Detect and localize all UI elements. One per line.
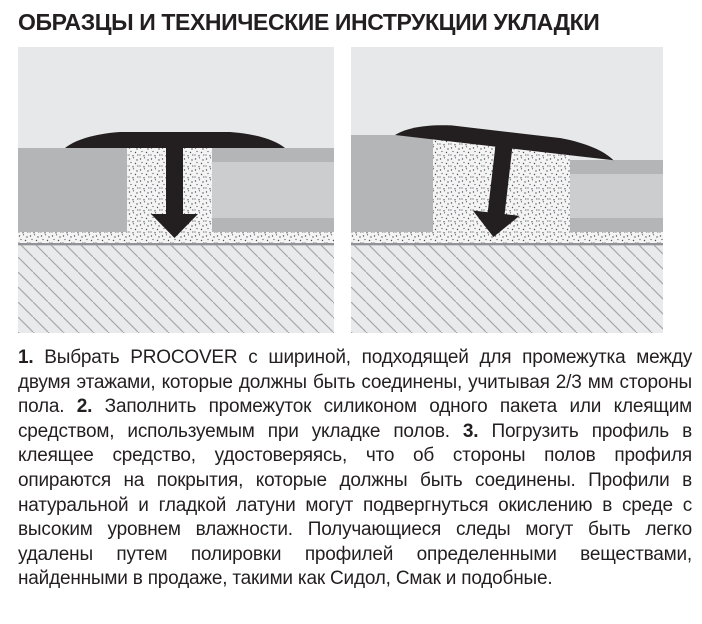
diagram-level-floors <box>18 47 334 333</box>
diagram-panels <box>18 47 688 333</box>
page-title: ОБРАЗЦЫ И ТЕХНИЧЕСКИЕ ИНСТРУКЦИИ УКЛАДКИ <box>18 9 600 35</box>
right-floor-covering <box>570 160 663 232</box>
diagram-uneven-floors <box>351 47 663 333</box>
substrate-hatch <box>18 245 334 333</box>
left-floor-covering <box>18 148 127 232</box>
profile-stem <box>166 147 183 215</box>
step-2-text: Заполнить промежуток силиконом одного пакета или клеящим средством, используемым при укладке полов. <box>18 396 692 442</box>
step-1-number: 1. <box>18 347 34 368</box>
step-3-text: Погрузить профиль в клеящее средство, удостоверяясь, что об стороны полов профиля опираются на покрытия, которые должны быть соединены. Профили в натуральной и гладкой латуни могут подвергнуться окислению в среде с высоким уровнем влажности. Получающиеся следы могут быть легко удалены путем полировки профилей определенными веществами, найденными в продаже, такими как Сидол, Смак и подобные. <box>18 420 692 590</box>
step-3-number: 3. <box>462 420 479 442</box>
subfloor-line <box>351 243 663 245</box>
left-floor-covering <box>351 135 433 232</box>
step-1-text: Выбрать PROCOVER с шириной, подходящей для промежутка между двумя этажами, которые должны быть соединены, учитывая 2/3 мм стороны пола. <box>18 347 692 418</box>
step-2-number: 2. <box>76 396 93 418</box>
installation-instructions <box>18 346 692 592</box>
substrate-hatch <box>351 245 663 333</box>
subfloor-line <box>18 243 334 245</box>
right-floor-covering <box>212 148 334 232</box>
adhesive-layer <box>351 232 663 243</box>
